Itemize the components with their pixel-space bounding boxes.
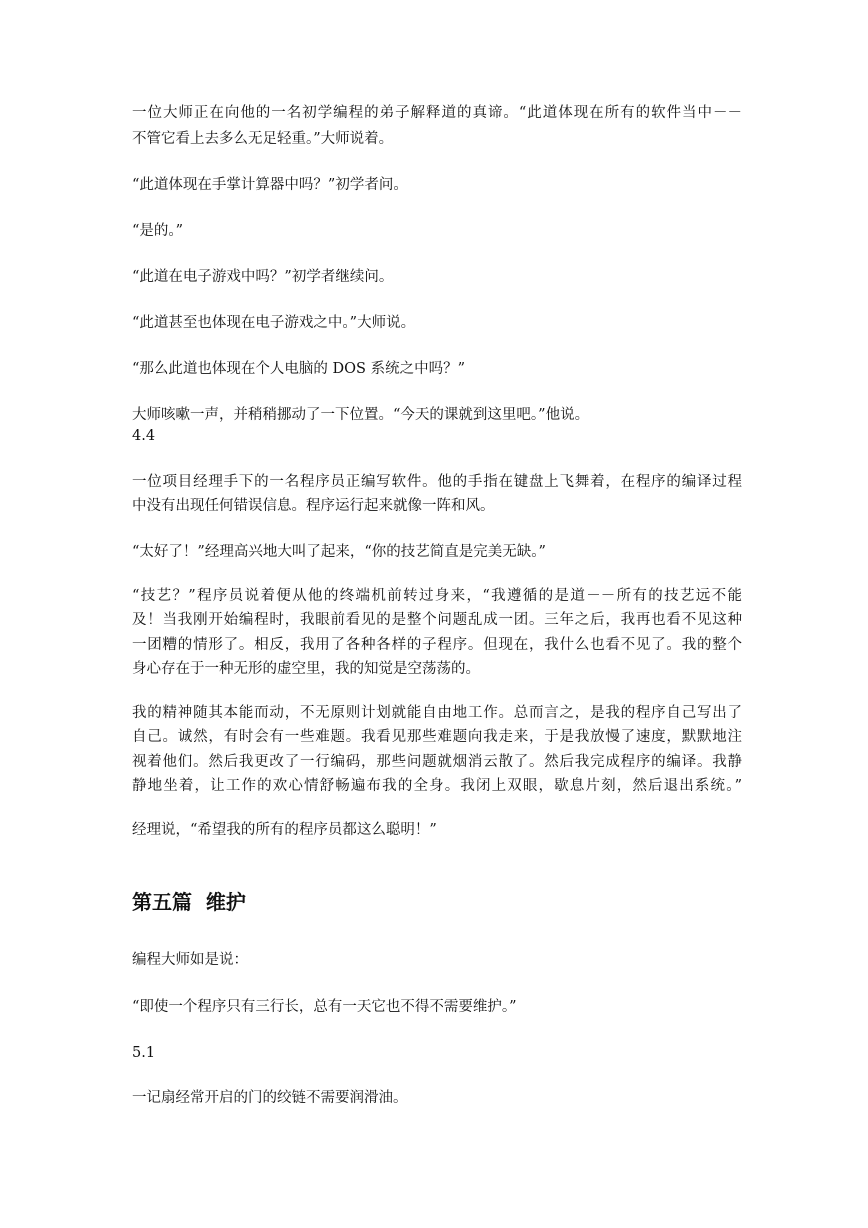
paragraph-line: “即使一个程序只有三行长，总有一天它也不得不需要维护。” [132,999,517,1015]
paragraph-line: “太好了！”经理高兴地大叫了起来，“你的技艺简直是完美无缺。” [132,544,546,560]
paragraph-line: 一位大师正在向他的一名初学编程的弟子解释道的真谛。“此道体现在所有的软件当中－－ [132,105,742,121]
chapter-title: 第五篇 维护 [132,890,246,914]
paragraph-line: 一记扇经常开启的门的绞链不需要润滑油。 [132,1090,408,1106]
paragraph-line: “此道体现在手掌计算器中吗？”初学者问。 [132,177,408,193]
section-number: 4.4 [132,428,156,444]
paragraph-line: 身心存在于一种无形的虚空里，我的知觉是空荡荡的。 [132,661,480,677]
paragraph-line: 大师咳嗽一声，并稍稍挪动了一下位置。“今天的课就到这里吧。”他说。 [132,407,590,423]
paragraph-line: 经理说，“希望我的所有的程序员都这么聪明！” [132,822,437,838]
paragraph-line: 自己。诚然，有时会有一些难题。我看见那些难题向我走来，于是我放慢了速度，默默地注 [132,729,742,745]
paragraph-line: 静地坐着，让工作的欢心情舒畅遍布我的全身。我闭上双眼，歇息片刻，然后退出系统。” [132,778,742,794]
paragraph-line: 视着他们。然后我更改了一行编码，那些问题就烟消云散了。然后我完成程序的编译。我静 [132,754,742,770]
section-number: 5.1 [132,1045,156,1061]
paragraph-line: “此道甚至也体现在电子游戏之中。”大师说。 [132,315,416,331]
paragraph-line: 一位项目经理手下的一名程序员正编写软件。他的手指在键盘上飞舞着，在程序的编译过程 [132,474,742,490]
paragraph-line: “那么此道也体现在个人电脑的 DOS 系统之中吗？” [132,361,465,377]
paragraph-line: 及！当我刚开始编程时，我眼前看见的是整个问题乱成一团。三年之后，我再也看不见这种 [132,612,742,628]
paragraph-line: 不管它看上去多么无足轻重。”大师说着。 [132,131,394,147]
paragraph-line: 一团糟的情形了。相反，我用了各种各样的子程序。但现在，我什么也看不见了。我的整个 [132,637,742,653]
paragraph-line: 编程大师如是说： [132,952,248,968]
paragraph-line: 中没有出现任何错误信息。程序运行起来就像一阵和风。 [132,498,495,514]
paragraph-line: 我的精神随其本能而动，不无原则计划就能自由地工作。总而言之，是我的程序自己写出了 [132,705,742,721]
paragraph-line: “技艺？”程序员说着便从他的终端机前转过身来，“我遵循的是道－－所有的技艺远不能 [132,588,742,604]
paragraph-line: “是的。” [132,223,184,239]
paragraph-line: “此道在电子游戏中吗？”初学者继续问。 [132,269,394,285]
